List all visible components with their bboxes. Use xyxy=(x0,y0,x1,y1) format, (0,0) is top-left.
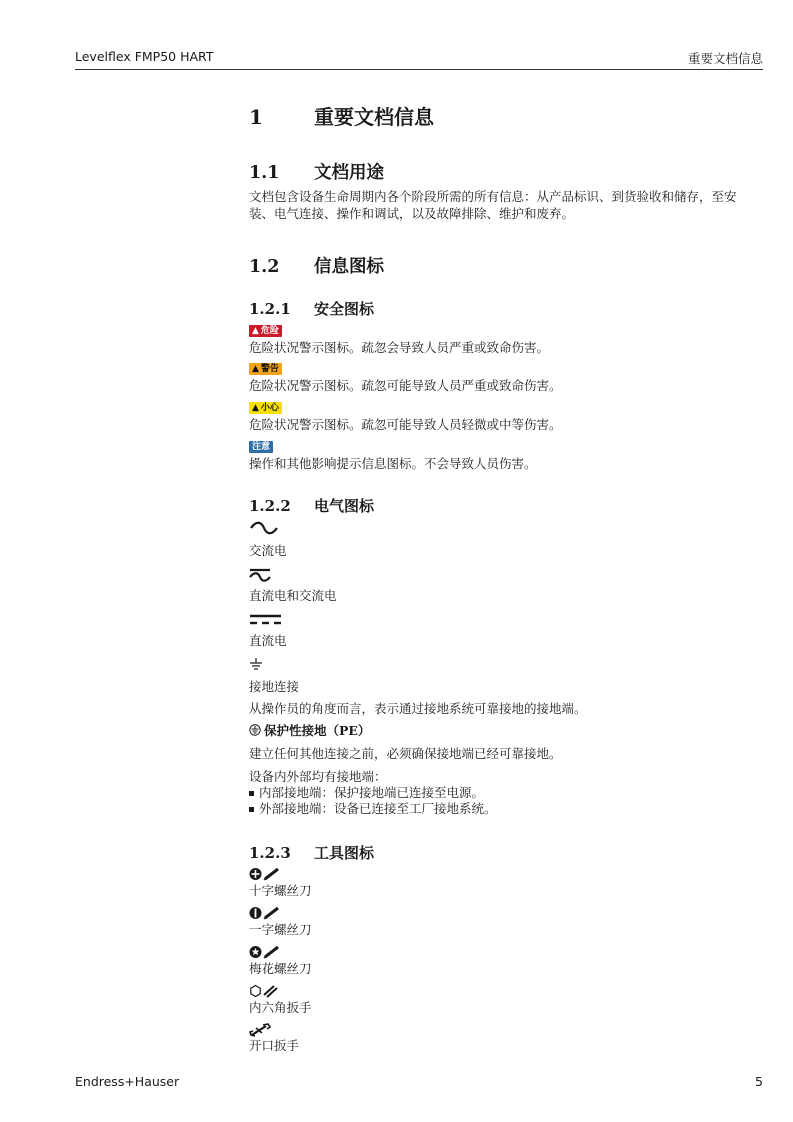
ac-dc-current-icon xyxy=(249,567,273,583)
protective-earth-intro: 设备内外部均有接地端： xyxy=(249,769,387,784)
page-number: 5 xyxy=(755,1074,763,1089)
section-number: 1.1 xyxy=(249,163,280,183)
protective-earth-icon xyxy=(249,724,261,736)
footer-brand: Endress+Hauser xyxy=(75,1074,180,1089)
warning-triangle-icon: ▲ xyxy=(252,326,259,336)
chapter-title: 重要文档信息 xyxy=(314,105,434,129)
warning-description: 危险状况警示图标。疏忽可能导致人员严重或致命伤害。 xyxy=(249,378,562,393)
ground-icon xyxy=(249,657,263,671)
torx-screwdriver-icon xyxy=(249,945,283,959)
protective-earth-description: 建立任何其他连接之前，必须确保接地端已经可靠接地。 xyxy=(249,746,562,761)
danger-badge: ▲ 危险 xyxy=(249,325,282,337)
section-1-1-body: 文档包含设备生命周期内各个阶段所需的所有信息：从产品标识、到货验收和储存，至安装、电气连接、操作和调试，以及故障排除、维护和废弃。 xyxy=(249,189,737,221)
warning-triangle-icon: ▲ xyxy=(252,403,259,413)
tool-label-torx: 梅花螺丝刀 xyxy=(249,961,312,976)
tool-label-open-wrench: 开口扳手 xyxy=(249,1038,300,1053)
ac-dc-label: 直流电和交流电 xyxy=(249,588,337,603)
chapter-heading xyxy=(249,101,434,130)
protective-earth-title: 保护性接地（PE） xyxy=(264,723,371,738)
subsection-number: 1.2.2 xyxy=(249,497,291,515)
notice-badge: 注意 xyxy=(249,441,273,453)
subsection-title: 电气图标 xyxy=(314,497,375,515)
dc-label: 直流电 xyxy=(249,633,287,648)
caution-badge: ▲ 小心 xyxy=(249,402,282,414)
ground-label: 接地连接 xyxy=(249,679,300,694)
section-number: 1.2 xyxy=(249,257,280,277)
tool-label-flat: 一字螺丝刀 xyxy=(249,922,312,937)
bullet-icon xyxy=(249,791,254,796)
bullet-icon xyxy=(249,807,254,812)
header-divider xyxy=(75,69,763,70)
warning-triangle-icon: ▲ xyxy=(252,364,259,374)
list-item: 内部接地端：保护接地端已连接至电源。 xyxy=(249,785,497,801)
section-title: 信息图标 xyxy=(314,257,384,277)
subsection-title: 工具图标 xyxy=(314,844,375,862)
open-end-wrench-icon xyxy=(249,1023,273,1037)
ground-description: 从操作员的角度而言，表示通过接地系统可靠接地的接地端。 xyxy=(249,701,587,716)
header-chapter-title: 重要文档信息 xyxy=(687,51,763,66)
flat-screwdriver-icon xyxy=(249,906,283,920)
section-title: 文档用途 xyxy=(314,163,384,183)
phillips-screwdriver-icon xyxy=(249,867,283,881)
header-document-title: Levelflex FMP50 HART xyxy=(75,49,214,64)
caution-description: 危险状况警示图标。疏忽可能导致人员轻微或中等伤害。 xyxy=(249,417,562,432)
section-heading-1-1 xyxy=(249,159,384,184)
direct-current-icon xyxy=(249,614,283,626)
list-item: 外部接地端：设备已连接至工厂接地系统。 xyxy=(249,801,497,817)
subsection-number: 1.2.1 xyxy=(249,300,291,318)
subsection-title: 安全图标 xyxy=(314,300,375,318)
allen-key-icon xyxy=(249,984,283,998)
subsection-heading-1-2-3 xyxy=(249,842,374,863)
alternating-current-icon xyxy=(249,520,279,536)
ac-label: 交流电 xyxy=(249,543,287,558)
section-heading-1-2 xyxy=(249,253,384,278)
danger-description: 危险状况警示图标。疏忽会导致人员严重或致命伤害。 xyxy=(249,340,550,355)
protective-earth-heading xyxy=(249,723,370,739)
notice-description: 操作和其他影响提示信息图标。不会导致人员伤害。 xyxy=(249,456,537,471)
chapter-number: 1 xyxy=(249,105,263,129)
tool-label-allen: 内六角扳手 xyxy=(249,1000,312,1015)
warning-badge: ▲ 警告 xyxy=(249,363,282,375)
subsection-number: 1.2.3 xyxy=(249,844,291,862)
subsection-heading-1-2-2 xyxy=(249,495,374,516)
tool-label-phillips: 十字螺丝刀 xyxy=(249,883,312,898)
protective-earth-list xyxy=(249,785,497,817)
subsection-heading-1-2-1 xyxy=(249,298,374,319)
